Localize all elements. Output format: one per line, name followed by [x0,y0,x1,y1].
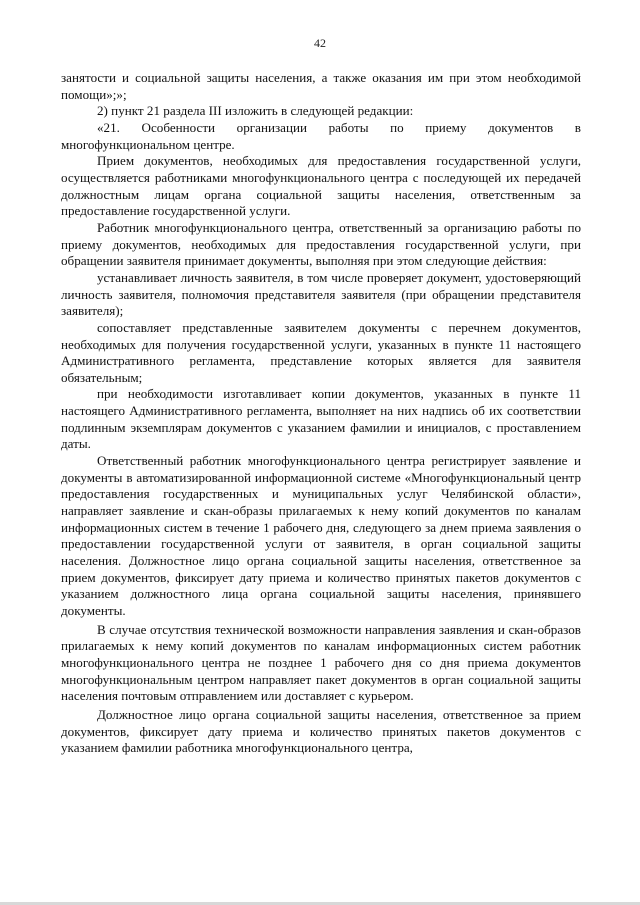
paragraph-section-heading: «21. Особенности организации работы по приему документов в многофункциональном центре. [61,119,581,152]
paragraph-action-item: устанавливает личность заявителя, в том числе проверяет документ, удостоверяющий личность заявителя, полномочия представителя заявителя (при обращении представителя заявителя); [61,269,581,319]
page-number: 42 [314,36,326,50]
paragraph: Ответственный работник многофункционального центра регистрирует заявление и документы в автоматизированной информационной системе «Многофункциональный центр предоставления государственных и муниципальных услуг Челябинской области», направляет заявление и скан-образы прилагаемых к нему копий документов по каналам информационных систем в течение 1 рабочего дня, следующего за днем приема заявления о предоставлении государственной услуги от заявителя, в орган социальной защиты населения. Должностное лицо органа социальной защиты населения, ответственное за прием документов, фиксирует дату приема и количество принятых пакетов документов с указанием должностного лица органа социальной защиты населения, принявшего документы. [61,453,581,618]
paragraph: В случае отсутствия технической возможности направления заявления и скан-образов прилагаемых к нему копий документов по каналам информационных систем работник многофункционального центра не позднее 1 рабочего дня со дня приема документов многофункциональным центром направляет пакет документов в орган социальной защиты населения почтовым отправлением или доставляет с курьером. [61,621,581,704]
paragraph-action-item: сопоставляет представленные заявителем документы с перечнем документов, необходимых для получения государственной услуги, указанных в пункте 11 настоящего Административного регламента, представление которых является для заявителя обязательным; [61,319,581,385]
paragraph: Работник многофункционального центра, ответственный за организацию работы по приему документов, необходимых для предоставления государственной услуги, при обращении заявителя принимает документы, выполняя при этом следующие действия: [61,219,581,269]
paragraph-amendment-item: 2) пункт 21 раздела III изложить в следующей редакции: [97,103,414,119]
paragraph-action-item: при необходимости изготавливает копии документов, указанных в пункте 11 настоящего Административного регламента, выполняет на них надпись об их соответствии подлинным экземплярам документов с указанием фамилии и инициалов, с проставлением даты. [61,386,581,452]
paragraph-continuation: занятости и социальной защиты населения, а также оказания им при этом необходимой помощи»;»; [61,70,581,102]
paragraph: Прием документов, необходимых для предоставления государственной услуги, осуществляется работниками многофункционального центра с последующей их передачей должностным лицам органа социальной защиты населения, ответственным за предоставление государственной услуги. [61,153,581,219]
document-body [61,70,581,757]
paragraph: Должностное лицо органа социальной защиты населения, ответственное за прием документов, фиксирует дату приема и количество принятых пакетов документов с указанием фамилии работника многофункционального центра, [61,706,581,756]
